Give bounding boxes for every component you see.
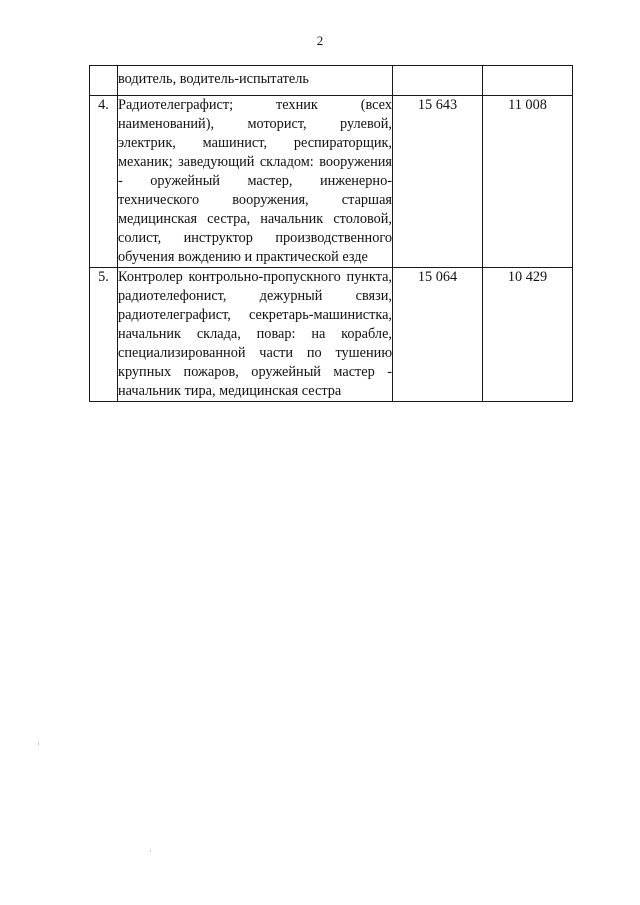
value-cell-1: 15 643 bbox=[393, 96, 483, 268]
row-number-cell: 4. bbox=[90, 96, 118, 268]
value-cell-2: 10 429 bbox=[483, 268, 573, 402]
scan-artifact-mark bbox=[150, 850, 151, 852]
rates-table bbox=[89, 65, 573, 402]
row-number-cell bbox=[90, 66, 118, 96]
page-number: 2 bbox=[316, 33, 324, 48]
table-row bbox=[90, 96, 573, 268]
position-list-cell: водитель, водитель-испытатель bbox=[118, 66, 393, 96]
position-list-cell: Контролер контрольно-пропускного пункта, радиотелефонист, дежурный связи, радиотелеграфист, секретарь-машинистка, начальник склада, повар: на корабле, специализированной части по тушению крупных пожаров, оружейный мастер - начальник тира, медицинская сестра bbox=[118, 268, 393, 402]
table-row bbox=[90, 66, 573, 96]
row-number-cell: 5. bbox=[90, 268, 118, 402]
value-cell-1: 15 064 bbox=[393, 268, 483, 402]
scan-artifact-mark bbox=[38, 742, 39, 745]
value-cell-1 bbox=[393, 66, 483, 96]
position-list-cell: Радиотелеграфист; техник (всех наименований), моторист, рулевой, электрик, машинист, респираторщик, механик; заведующий складом: вооружения - оружейный мастер, инженерно-технического вооружения, старшая медицинская сестра, начальник столовой, солист, инструктор производственного обучения вождению и практической езде bbox=[118, 96, 393, 268]
table-row bbox=[90, 268, 573, 402]
value-cell-2 bbox=[483, 66, 573, 96]
value-cell-2: 11 008 bbox=[483, 96, 573, 268]
